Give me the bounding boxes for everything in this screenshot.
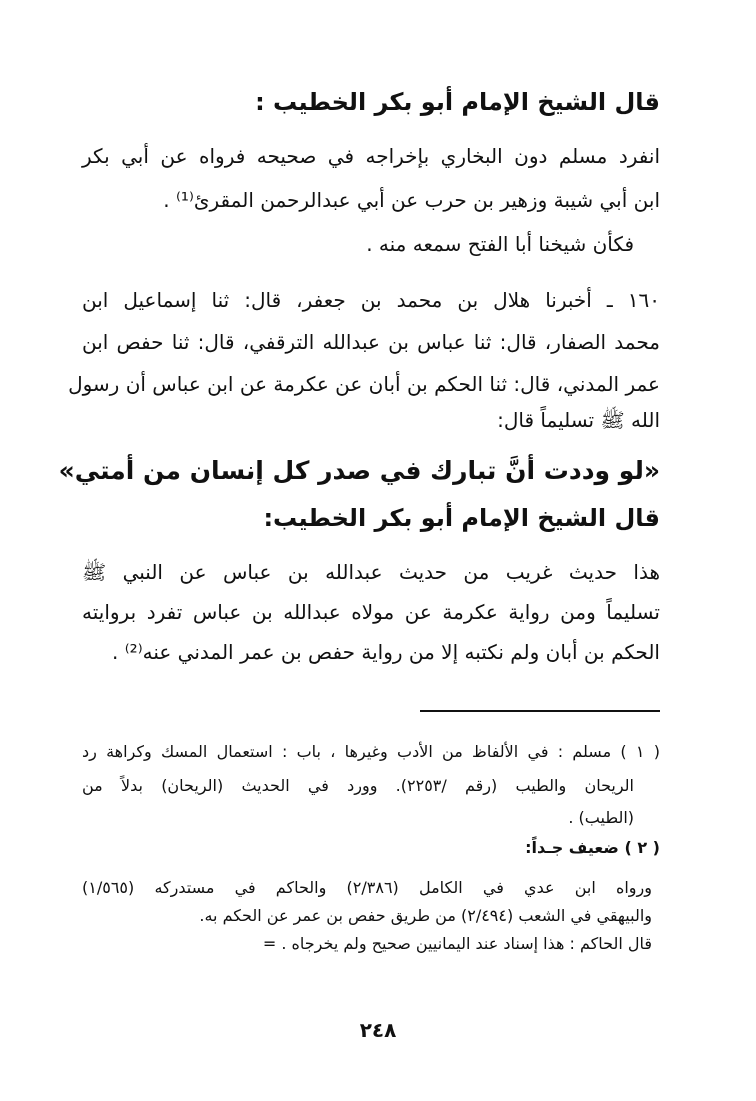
para3-line-3: الحكم بن أبان ولم نكتبه إلا من رواية حفص بن عمر المدني عنه⁽²⁾ . xyxy=(112,640,660,664)
footnote-1-line-1: ( ١ ) مسلم : في الألفاظ من الأدب وغيرها ، باب : استعمال المسك وكراهة رد xyxy=(82,742,660,761)
para2-line-2: محمد الصفار، قال: ثنا عباس بن عبدالله الترقفي، قال: ثنا حفص ابن xyxy=(82,330,660,354)
para2-line-3: عمر المدني، قال: ثنا الحكم بن أبان عن عكرمة عن ابن عباس أن رسول xyxy=(68,372,660,396)
page-number: ٢٤٨ xyxy=(359,1018,397,1042)
footnote-separator xyxy=(420,710,660,712)
footnote-2-label: ( ٢ ) ضعيف جـداً: xyxy=(525,838,660,857)
footnote-1-line-3: (الطيب) . xyxy=(568,808,634,827)
para2-line-4: الله ﷺ تسليماً قال: xyxy=(497,408,660,432)
para2-line-1: ١٦٠ ـ أخبرنا هلال بن محمد بن جعفر، قال: ثنا إسماعيل ابن xyxy=(82,288,660,312)
section-heading-2: قال الشيخ الإمام أبو بكر الخطيب: xyxy=(263,504,660,532)
para1-line-3: فكأن شيخنا أبا الفتح سمعه منه . xyxy=(366,232,634,256)
para3-line-2: تسليماً ومن رواية عكرمة عن مولاه عبدالله بن عباس تفرد بروايته xyxy=(82,600,660,624)
para1-line-2: ابن أبي شيبة وزهير بن حرب عن أبي عبدالرحمن المقرئ⁽¹⁾ . xyxy=(163,188,660,212)
footnote-1-line-2: الريحان والطيب (رقم /٢٢٥٣). وورد في الحديث (الريحان) بدلاً من xyxy=(82,776,634,795)
para1-line-1: انفرد مسلم دون البخاري بإخراجه في صحيحه فرواه عن أبي بكر xyxy=(82,144,660,168)
section-heading-1: قال الشيخ الإمام أبو بكر الخطيب : xyxy=(255,88,660,116)
footnote-2-line-1: ورواه ابن عدي في الكامل (٢/٣٨٦) والحاكم في مستدركه (١/٥٦٥) xyxy=(82,878,652,897)
footnote-2-line-2: والبيهقي في الشعب (٢/٤٩٤) من طريق حفص بن عمر عن الحكم به. xyxy=(199,906,652,925)
para3-line-1: هذا حديث غريب من حديث عبدالله بن عباس عن النبي ﷺ xyxy=(82,560,660,584)
hadith-text: «لو وددت أنَّ تبارك في صدر كل إنسان من أمتي» xyxy=(58,456,660,485)
footnote-2-line-3: قال الحاكم : هذا إسناد عند اليمانيين صحيح ولم يخرجاه . = xyxy=(262,934,652,953)
